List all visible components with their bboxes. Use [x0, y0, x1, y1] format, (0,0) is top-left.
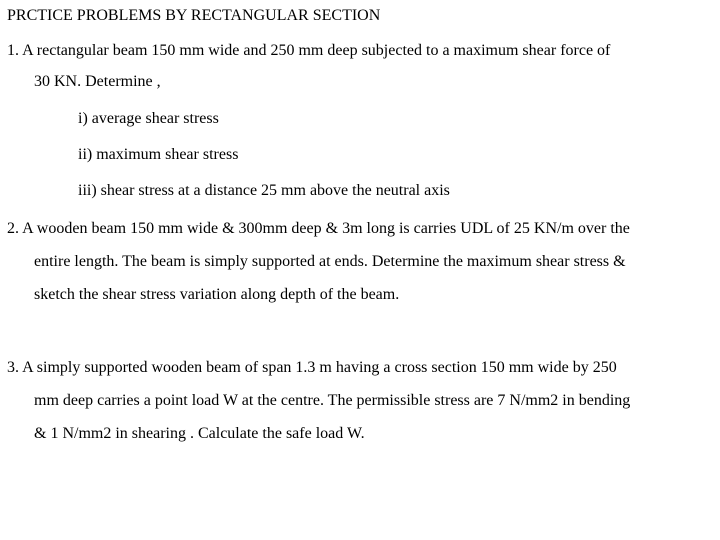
- problem-2-line-1: 2. A wooden beam 150 mm wide & 300mm deep & 3m long is carries UDL of 25 KN/m over the: [7, 220, 630, 237]
- problem-1-line-1: 1. A rectangular beam 150 mm wide and 250 mm deep subjected to a maximum shear force of: [7, 42, 611, 59]
- problem-3-line-2: mm deep carries a point load W at the centre. The permissible stress are 7 N/mm2 in bending: [34, 392, 631, 409]
- problem-1-item-iii: iii) shear stress at a distance 25 mm above the neutral axis: [78, 182, 450, 199]
- problem-3-line-1: 3. A simply supported wooden beam of span 1.3 m having a cross section 150 mm wide by 250: [7, 359, 617, 376]
- problem-1-line-2: 30 KN. Determine ,: [34, 73, 161, 90]
- problem-3-line-3: & 1 N/mm2 in shearing . Calculate the safe load W.: [34, 425, 365, 442]
- problem-2-line-3: sketch the shear stress variation along depth of the beam.: [34, 286, 400, 303]
- problem-1-item-i: i) average shear stress: [78, 110, 219, 127]
- page-title: PRCTICE PROBLEMS BY RECTANGULAR SECTION: [7, 7, 381, 24]
- problem-1-item-ii: ii) maximum shear stress: [78, 146, 239, 163]
- problem-2-line-2: entire length. The beam is simply supported at ends. Determine the maximum shear stress &: [34, 253, 626, 270]
